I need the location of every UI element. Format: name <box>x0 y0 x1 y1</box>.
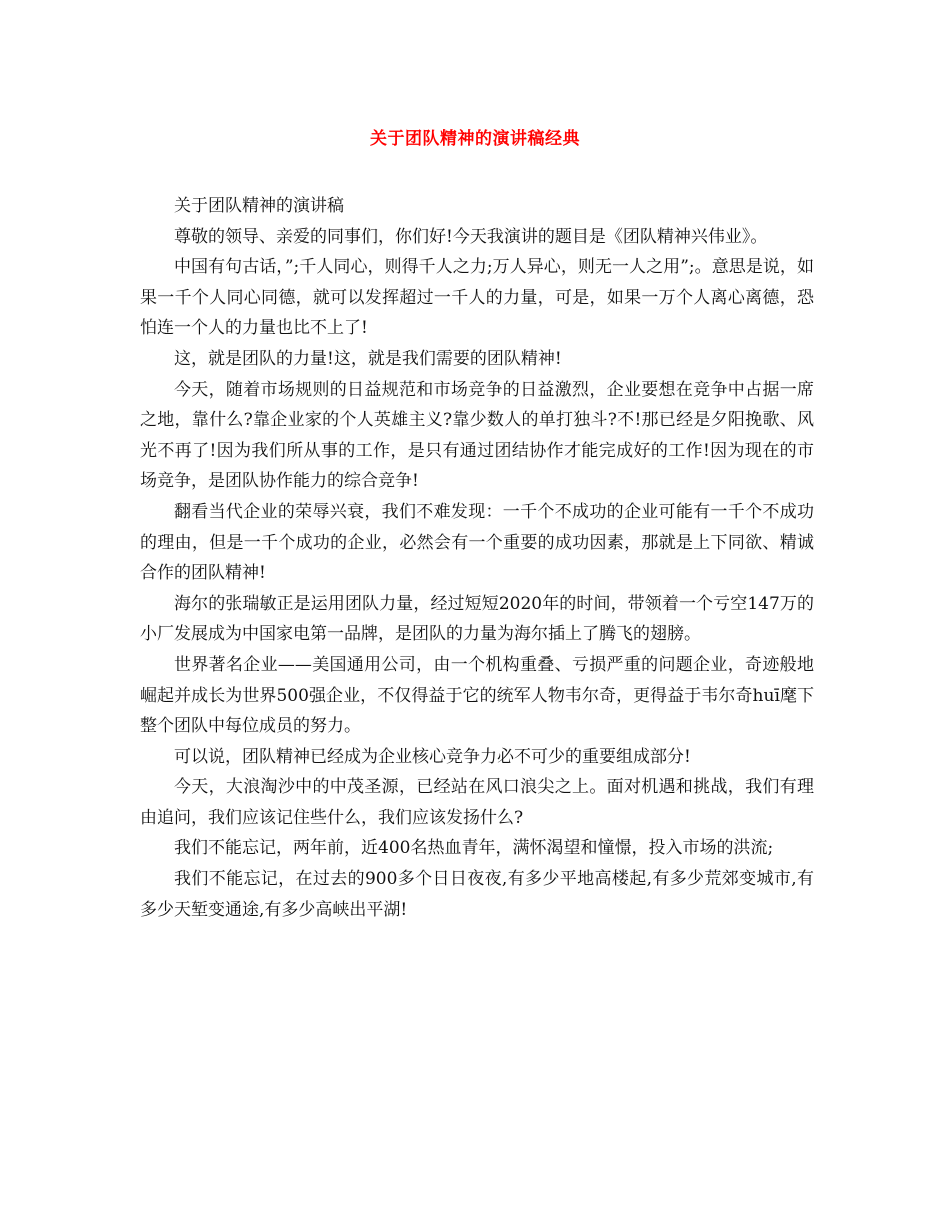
paragraph: 尊敬的领导、亲爱的同事们，你们好!今天我演讲的题目是《团队精神兴伟业》。 <box>174 226 768 247</box>
paragraph: 中国有句古话，”;千人同心，则得千人之力;万人异心，则无一人之用”;。意思是说，如果一千个人同心同德，就可以发挥超过一千人的力量，可是，如果一万个人离心离德，恐怕连一个人的力量也比不上了! <box>140 257 814 339</box>
paragraph: 今天，大浪淘沙中的中茂圣源，已经站在风口浪尖之上。面对机遇和挑战，我们有理由追问，我们应该记住些什么，我们应该发扬什么? <box>140 777 814 828</box>
paragraph: 关于团队精神的演讲稿 <box>174 196 344 216</box>
paragraph: 翻看当代企业的荣辱兴衰，我们不难发现：一千个不成功的企业可能有一千个不成功的理由，但是一千个成功的企业，必然会有一个重要的成功因素，那就是上下同欲、精诚合作的团队精神! <box>140 501 814 584</box>
paragraph: 世界著名企业——美国通用公司，由一个机构重叠、亏损严重的问题企业，奇迹般地崛起并成长为世界500强企业，不仅得益于它的统军人物韦尔奇，更得益于韦尔奇huī麾下整个团队中每位成员的努力。 <box>140 654 814 737</box>
paragraph: 我们不能忘记，在过去的900多个日日夜夜,有多少平地高楼起,有多少荒郊变城市,有多少天堑变通途,有多少高峡出平湖! <box>140 869 814 920</box>
paragraph: 今天，随着市场规则的日益规范和市场竞争的日益激烈，企业要想在竞争中占据一席之地，靠什么?靠企业家的个人英雄主义?靠少数人的单打独斗?不!那已经是夕阳挽歌、风光不再了!因为我们所从事的工作，是只有通过团结协作才能完成好的工作!因为现在的市场竞争，是团队协作能力的综合竞争! <box>140 379 814 492</box>
document-title: 关于团队精神的演讲稿经典 <box>370 129 580 149</box>
paragraph: 海尔的张瑞敏正是运用团队力量，经过短短2020年的时间，带领着一个亏空147万的小厂发展成为中国家电第一品牌，是团队的力量为海尔插上了腾飞的翅膀。 <box>140 593 814 645</box>
document-body <box>140 191 814 925</box>
paragraph: 这，就是团队的力量!这，就是我们需要的团队精神! <box>174 348 562 369</box>
paragraph: 我们不能忘记，两年前，近400名热血青年，满怀渴望和憧憬，投入市场的洪流; <box>174 838 774 859</box>
paragraph: 可以说，团队精神已经成为企业核心竞争力必不可少的重要组成部分! <box>174 746 691 767</box>
